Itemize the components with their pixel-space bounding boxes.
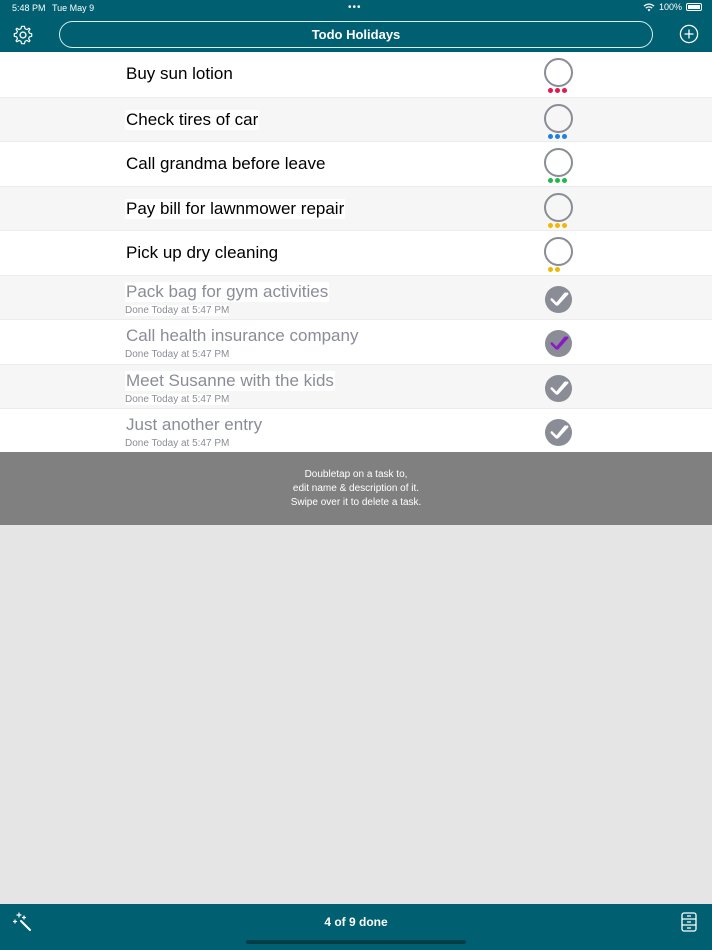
task-name: Call grandma before leave xyxy=(126,154,326,173)
priority-dot xyxy=(548,267,553,272)
priority-dot xyxy=(562,88,567,93)
priority-dot xyxy=(548,178,553,183)
task-checkbox[interactable] xyxy=(544,193,573,222)
list-title-button[interactable] xyxy=(59,21,653,48)
battery-icon xyxy=(686,3,702,11)
task-checkbox[interactable] xyxy=(544,148,573,177)
task-row-done[interactable] xyxy=(0,275,712,320)
checkmark-icon[interactable] xyxy=(544,374,573,403)
home-indicator[interactable] xyxy=(246,940,466,944)
task-name: Pack bag for gym activities xyxy=(126,281,329,301)
task-name: Meet Susanne with the kids xyxy=(126,370,334,390)
status-date: Tue May 9 xyxy=(52,3,95,13)
hint-line: Swipe over it to delete a task. xyxy=(290,497,422,508)
priority-dots xyxy=(548,178,567,183)
task-checkbox[interactable] xyxy=(544,58,573,87)
task-name: Pick up dry cleaning xyxy=(126,243,279,262)
task-row-done[interactable] xyxy=(0,364,712,409)
done-count: 4 of 9 done xyxy=(324,915,388,929)
task-name: Pay bill for lawnmower repair xyxy=(126,198,345,218)
task-name: Just another entry xyxy=(126,415,263,434)
checkmark-icon[interactable] xyxy=(544,418,573,447)
checkmark-icon[interactable] xyxy=(544,329,573,358)
task-done-time: Done Today at 5:47 PM xyxy=(125,304,230,316)
hint-line: Doubletap on a task to, xyxy=(304,469,408,480)
hint-line: edit name & description of it. xyxy=(292,483,420,494)
task-row[interactable] xyxy=(0,186,712,231)
priority-dot xyxy=(548,134,553,139)
priority-dot xyxy=(562,178,567,183)
task-done-time: Done Today at 5:47 PM xyxy=(125,438,230,449)
wifi-icon xyxy=(643,3,655,12)
task-name: Buy sun lotion xyxy=(126,64,233,83)
task-row[interactable] xyxy=(0,141,712,186)
priority-dot xyxy=(555,88,560,93)
plus-circle-icon[interactable] xyxy=(679,24,699,44)
archive-icon[interactable] xyxy=(681,912,697,932)
priority-dots xyxy=(548,223,567,228)
task-row-done[interactable] xyxy=(0,319,712,364)
task-row[interactable] xyxy=(0,230,712,275)
status-indicators xyxy=(643,2,702,12)
task-name: Check tires of car xyxy=(126,109,259,129)
priority-dot xyxy=(548,88,553,93)
hint-banner xyxy=(0,452,712,525)
task-done-time: Done Today at 5:47 PM xyxy=(125,393,230,405)
priority-dot xyxy=(562,223,567,228)
multitasking-dots-icon[interactable]: ••• xyxy=(348,2,362,13)
checkmark-icon[interactable] xyxy=(544,285,573,314)
task-row-done[interactable] xyxy=(0,408,712,453)
task-checkbox[interactable] xyxy=(544,237,573,266)
priority-dots xyxy=(548,267,560,272)
task-row[interactable] xyxy=(0,97,712,142)
priority-dot xyxy=(555,267,560,272)
top-bar xyxy=(0,0,712,52)
priority-dot xyxy=(555,178,560,183)
status-time: 5:48 PM xyxy=(12,3,46,13)
priority-dot xyxy=(555,134,560,139)
bottom-bar xyxy=(0,904,712,950)
battery-percent: 100% xyxy=(658,2,682,12)
priority-dot xyxy=(555,223,560,228)
priority-dot xyxy=(548,223,553,228)
task-done-time: Done Today at 5:47 PM xyxy=(125,349,230,360)
priority-dots xyxy=(548,134,567,139)
gear-icon[interactable] xyxy=(12,24,34,46)
task-list xyxy=(0,52,712,453)
priority-dot xyxy=(562,134,567,139)
priority-dots xyxy=(548,88,567,93)
task-row[interactable] xyxy=(0,52,712,97)
task-name: Call health insurance company xyxy=(126,326,359,345)
list-title: Todo Holidays xyxy=(311,27,401,42)
task-checkbox[interactable] xyxy=(544,104,573,133)
